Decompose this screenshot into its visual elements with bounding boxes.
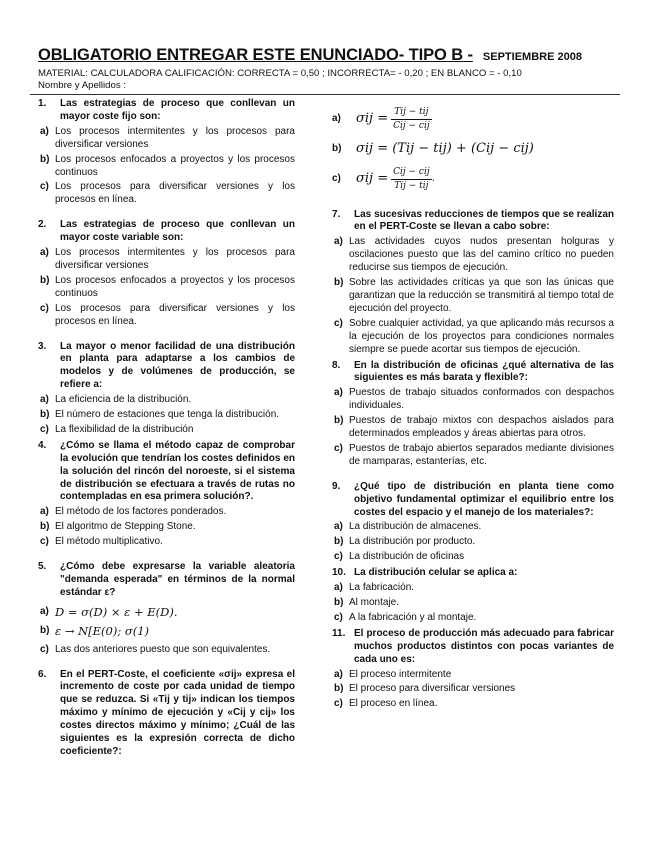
option-a: a) Las actividades cuyos nudos presentan holguras y oscilaciones puesto que las del camino crítico no pueden reducirse sus tiempos de ejecución.	[334, 236, 614, 274]
question-text: ¿Cómo se llama el método capaz de comprobar la evolución que tendrían los costes definidos en la solución del rincón del noroeste, si el sistema de distribución se efectuara a través de rutas no contempladas en esa primera solución?.	[60, 439, 295, 503]
option-c: c) El proceso en línea.	[334, 698, 438, 710]
question-text: Las estrategias de proceso que conllevan un mayor coste fijo son:	[60, 98, 295, 122]
option-b: b) ε → N[E(0); σ(1)	[40, 623, 150, 638]
option-c: c) Los procesos para diversificar versiones y los procesos en línea.	[40, 302, 295, 327]
left-column	[38, 98, 295, 771]
question-text: ¿Qué tipo de distribución en planta tiene como objetivo fundamental optimizar el equilibrio entre los costes del espacio y el manejo de los materiales?:	[354, 480, 614, 518]
option-b: b) Puestos de trabajo mixtos con despachos aislados para determinados empleados y áreas abiertas para otros.	[334, 415, 614, 440]
name-field-label: Nombre y Apellidos :	[38, 80, 126, 91]
option-a: a) Los procesos intermitentes y los procesos para diversificar versiones	[40, 247, 295, 271]
question-text: Las sucesivas reducciones de tiempos que se realizan en el PERT-Coste se llevan a cabo sobre:	[354, 208, 614, 233]
fraction: $\frac{\text{Tij − tij}}{\text{Cij − cij}}$	[393, 107, 430, 131]
question-9: 9. ¿Qué tipo de distribución en planta tiene como objetivo fundamental optimizar el equilibrio entre los costes del espacio y el manejo de los materiales?: a) La distribución de almacenes. b) La distribución por producto. c) La distribución de oficinas	[332, 480, 614, 563]
question-text: La distribución celular se aplica a:	[354, 567, 518, 579]
option-a: a) El método de los factores ponderados.	[40, 506, 227, 518]
header-divider	[30, 94, 620, 95]
question-text: En el PERT-Coste, el coeficiente «σij» expresa el incremento de coste por cada unidad de tiempo que se reduzca. Si «Tij y tij» indican los tiempos máximo y mínimo de ejecución y «Cij y cij» los costes directos máximo y mínimo; ¿Cuál de las siguientes es la expresión correcta de dicho coeficiente?:	[60, 668, 295, 757]
question-text: Las estrategias de proceso que conllevan un mayor coste variable son:	[60, 219, 295, 244]
question-1: 1. Las estrategias de proceso que conllevan un mayor coste fijo son: a) Los procesos intermitentes y los procesos para diversificar versiones b) Los procesos enfocados a proyectos y los procesos continuos c) Los procesos para diversificar versiones y los procesos en línea.	[38, 98, 295, 206]
option-c: c) Los procesos para diversificar versiones y los procesos en línea.	[40, 181, 295, 206]
option-a: a) La distribución de almacenes.	[334, 521, 482, 533]
option-a: a) Puestos de trabajo situados conformados con despachos individuales.	[334, 387, 614, 412]
question-6-options	[332, 106, 614, 193]
option-a: a) La fabricación.	[334, 582, 415, 594]
question-3: 3. La mayor o menor facilidad de una distribución en planta para adaptarse a los cambios de modelos y de volúmenes de producción, se refiere a: a) La eficiencia de la distribución. b) El número de estaciones que tenga la distribución. c) La flexibilidad de la distribución	[38, 340, 295, 435]
option-b: b) σij = (Tij − tij) + (Cij − cij)	[332, 140, 534, 156]
question-text: El proceso de producción más adecuado para fabricar muchos productos distintos con pocas variantes de cada uno es:	[354, 627, 614, 665]
question-4: 4. ¿Cómo se llama el método capaz de comprobar la evolución que tendrían los costes definidos en la solución del rincón del noroeste, si el sistema de distribución se efectuara a través de rutas no contempladas en esa primera solución?. a) El método de los factores ponderados. b) El algoritmo de Stepping Stone. c) El método multiplicativo.	[38, 439, 295, 548]
option-b: b) El proceso para diversificar versiones	[334, 683, 516, 695]
option-b: b) El algoritmo de Stepping Stone.	[40, 521, 196, 533]
option-c: c) A la fabricación y al montaje.	[334, 611, 477, 623]
option-a: a) σij = $\frac{\text{Tij − tij}}{\text{Cij − cij}}$	[332, 107, 430, 131]
option-b: b) La distribución por producto.	[334, 536, 476, 548]
option-c: c) σij = $\frac{\text{Cij − cij}}{\text{Tij − tij}}$ .	[332, 166, 435, 191]
grading-info: MATERIAL: CALCULADORA CALIFICACIÓN: CORRECTA = 0,50 ; INCORRECTA= - 0,20 ; EN BLANCO = - 0,10	[38, 68, 522, 79]
option-c: c) El método multiplicativo.	[40, 536, 163, 548]
question-8: 8. En la distribución de oficinas ¿qué alternativa de las siguientes es más barata y flexible?: a) Puestos de trabajo situados conformados con despachos individuales. b) Puestos de trabajo mixtos con despachos aislados para determinados empleados y áreas abiertas para otros. c) Puestos de trabajo abiertos separados mediante divisiones de mamparas, estanterías, etc.	[332, 359, 614, 467]
option-b: b) El número de estaciones que tenga la distribución.	[40, 409, 280, 421]
exam-title: OBLIGATORIO ENTREGAR ESTE ENUNCIADO- TIPO B -	[38, 46, 473, 64]
question-text: La mayor o menor facilidad de una distribución en planta para adaptarse a los cambios de modelos y de volúmenes de producción, se refiere a:	[60, 340, 295, 391]
option-c: c) Las dos anteriores puesto que son equivalentes.	[40, 643, 271, 655]
question-7: 7. Las sucesivas reducciones de tiempos que se realizan en el PERT-Coste se llevan a cabo sobre: a) Las actividades cuyos nudos presentan holguras y oscilaciones puesto que las del camino crítico no pueden reducirse sus tiempos de ejecución. b) Sobre las actividades críticas ya que son las únicas que garantizan que la reducción se transmitirá al tiempo total de ejecución del proyecto. c) Sobre cualquier actividad, ya que aplicando más recursos a la ejecución de los proyectos para condiciones normales siempre se puede acortar sus tiempos de ejecución.	[332, 208, 614, 355]
exam-date: SEPTIEMBRE 2008	[482, 51, 582, 63]
option-a: a) La eficiencia de la distribución.	[40, 394, 192, 406]
option-b: b) Los procesos enfocados a proyectos y los procesos continuos	[40, 274, 295, 299]
option-c: c) La flexibilidad de la distribución	[40, 423, 194, 435]
option-b: b) Los procesos enfocados a proyectos y los procesos continuos	[40, 153, 295, 178]
option-a: a) D = σ(D) × ε + E(D).	[40, 604, 178, 619]
option-b: b) Al montaje.	[334, 597, 400, 608]
question-6: 6. En el PERT-Coste, el coeficiente «σij» expresa el incremento de coste por cada unidad de tiempo que se reduzca. Si «Tij y tij» indican los tiempos máximo y mínimo de ejecución y «Cij y cij» los costes directos máximo y mínimo; ¿Cuál de las siguientes es la expresión correcta de dicho coeficiente?:	[38, 668, 295, 757]
question-text: En la distribución de oficinas ¿qué alternativa de las siguientes es más barata y flexible?:	[354, 359, 614, 384]
question-10: 10. La distribución celular se aplica a: a) La fabricación. b) Al montaje. c) A la fabricación y al montaje.	[332, 567, 614, 625]
fraction: $\frac{\text{Cij − cij}}{\text{Tij − tij}}$	[393, 166, 430, 191]
question-5: 5. ¿Cómo debe expresarse la variable aleatoria "demanda esperada" en términos de la normal estándar ε? a) D = σ(D) × ε + E(D). b) ε → N[E(0); σ(1) c) Las dos anteriores puesto que son equivalentes.	[38, 561, 295, 655]
option-c: c) Sobre cualquier actividad, ya que aplicando más recursos a la ejecución de los proyectos para condiciones normales siempre se puede acortar sus tiempos de ejecución.	[334, 317, 614, 355]
option-c: c) La distribución de oficinas	[334, 551, 465, 563]
right-column	[332, 100, 614, 723]
option-c: c) Puestos de trabajo abiertos separados mediante divisiones de mamparas, estanterías, etc.	[334, 442, 614, 467]
question-11: 11. El proceso de producción más adecuado para fabricar muchos productos distintos con pocas variantes de cada uno es: a) El proceso intermitente b) El proceso para diversificar versiones c) El proceso en línea.	[332, 627, 614, 710]
question-2: 2. Las estrategias de proceso que conllevan un mayor coste variable son: a) Los procesos intermitentes y los procesos para diversificar versiones b) Los procesos enfocados a proyectos y los procesos continuos c) Los procesos para diversificar versiones y los procesos en línea.	[38, 219, 295, 327]
question-text: ¿Cómo debe expresarse la variable aleatoria "demanda esperada" en términos de la normal estándar ε?	[60, 561, 295, 598]
option-a: a) El proceso intermitente	[334, 668, 452, 680]
option-b: b) Sobre las actividades críticas ya que son las únicas que garantizan que la reducción se transmitirá al tiempo total de ejecución del proyecto.	[334, 277, 614, 314]
option-a: a) Los procesos intermitentes y los procesos para diversificar versiones	[40, 125, 295, 150]
exam-header	[38, 46, 614, 91]
